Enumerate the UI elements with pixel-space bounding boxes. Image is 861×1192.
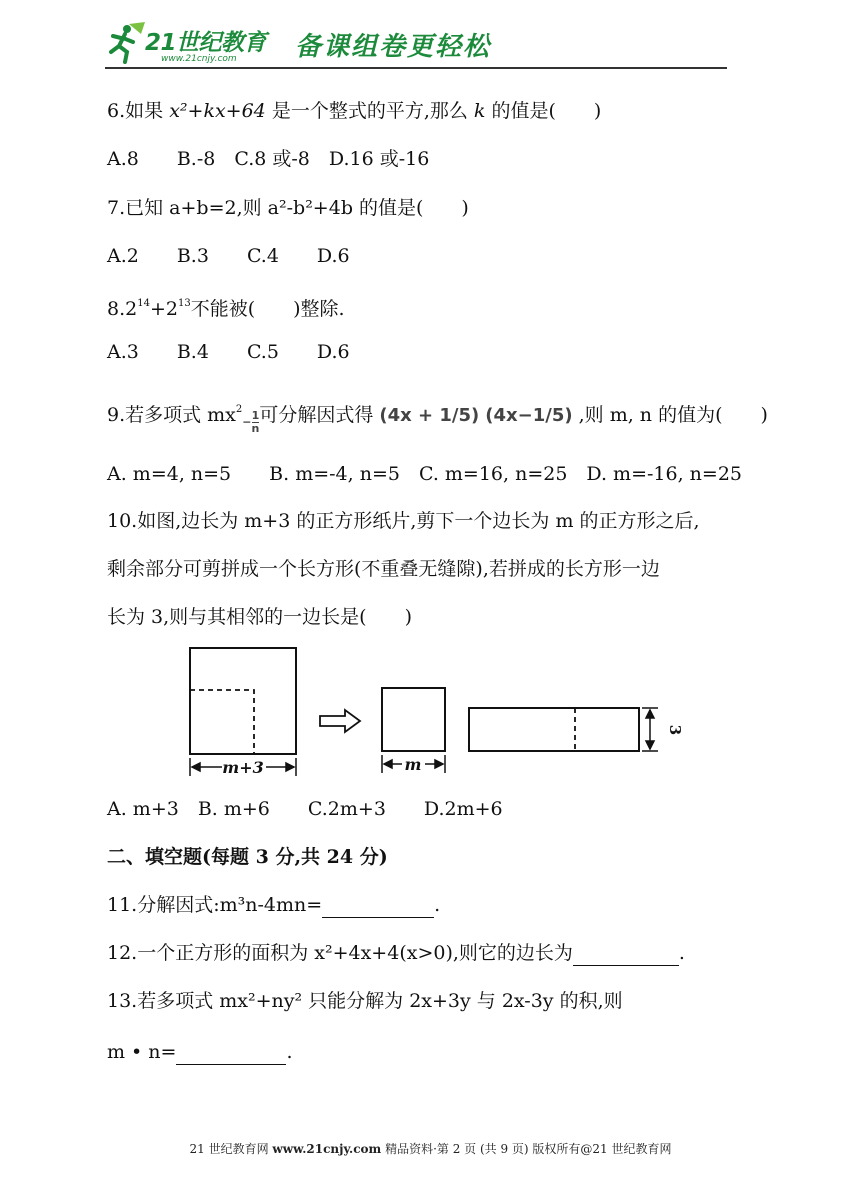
label-3: 3 xyxy=(666,724,684,736)
q11-answer-blank[interactable] xyxy=(322,897,434,918)
q12-end: . xyxy=(678,942,685,964)
logo-url: www.21cnjy.com xyxy=(161,54,237,64)
runner-logo-icon xyxy=(105,22,147,64)
q8-base2: +2 xyxy=(149,298,178,320)
page-footer xyxy=(0,1140,861,1157)
q9-factor-2: (4x−1/5) xyxy=(485,405,573,426)
question-7: 7.已知 a+b=2,则 a²-b²+4b 的值是( ) xyxy=(107,197,469,219)
footer-site-name: 21 世纪教育网 xyxy=(189,1142,269,1156)
header-divider xyxy=(105,67,727,69)
q13-end: . xyxy=(286,1041,293,1063)
q7-options: A.2 B.3 C.4 D.6 xyxy=(107,245,350,267)
large-square xyxy=(190,648,296,754)
q6-expression: x²+kx+64 xyxy=(169,100,266,122)
question-13-line-2 xyxy=(107,1039,293,1065)
q12-stem: 12.一个正方形的面积为 x²+4x+4(x>0),则它的边长为 xyxy=(107,942,573,964)
q13-stem: m • n= xyxy=(107,1041,177,1063)
right-arrow-icon xyxy=(320,710,360,732)
question-6 xyxy=(107,98,601,124)
question-10-line-1: 10.如图,边长为 m+3 的正方形纸片,剪下一个边长为 m 的正方形之后, xyxy=(107,510,700,532)
q8-base1: 8.2 xyxy=(107,298,138,320)
question-9 xyxy=(107,397,768,435)
q8-exp1: 14 xyxy=(137,298,150,309)
q6-stem: 6.如果 xyxy=(107,100,164,122)
q6-stem-b: 是一个整式的平方,那么 xyxy=(271,100,468,122)
small-square xyxy=(382,688,445,751)
header-slogan: 备课组卷更轻松 xyxy=(295,32,492,62)
q9-factor-1: (4x + 1/5) xyxy=(379,405,480,426)
q9-stem-b: 可分解因式得 xyxy=(259,404,374,426)
q9-exp: 2 xyxy=(235,404,243,415)
q8-stem: 不能被( )整除. xyxy=(190,298,345,320)
q9-options: A. m=4, n=5 B. m=-4, n=5 C. m=16, n=25 D. m=-16, n=25 xyxy=(107,463,743,485)
page-header xyxy=(105,22,727,70)
question-11 xyxy=(107,892,440,918)
q6-stem-c: 的值是( ) xyxy=(491,100,602,122)
rectangle xyxy=(469,708,639,751)
question-10-line-3: 长为 3,则与其相邻的一边长是( ) xyxy=(107,606,412,628)
question-8 xyxy=(107,291,345,322)
q12-answer-blank[interactable] xyxy=(573,945,679,966)
q11-end: . xyxy=(434,894,441,916)
footer-copyright: 精品资料·第 2 页 (共 9 页) 版权所有@21 世纪教育网 xyxy=(385,1142,672,1156)
label-m: m xyxy=(404,755,422,774)
question-12 xyxy=(107,940,685,966)
label-m-plus-3: m+3 xyxy=(222,758,264,777)
cut-line xyxy=(190,690,254,754)
q8-exp2: 13 xyxy=(177,298,191,309)
q11-stem: 11.分解因式:m³n-4mn= xyxy=(107,894,323,916)
q10-figure xyxy=(180,640,700,785)
q9-stem: 9.若多项式 mx xyxy=(107,404,236,426)
section-title: 二、填空题(每题 3 分,共 24 分) xyxy=(107,846,388,868)
logo-text: 21世纪教育 xyxy=(145,30,267,56)
q9-stem-c: ,则 m, n 的值为( ) xyxy=(578,404,768,426)
q6-options: A.8 B.-8 C.8 或-8 D.16 或-16 xyxy=(107,148,430,170)
dimension-3 xyxy=(642,708,658,751)
q8-options: A.3 B.4 C.5 D.6 xyxy=(107,341,350,363)
question-13-line-1: 13.若多项式 mx²+ny² 只能分解为 2x+3y 与 2x-3y 的积,则 xyxy=(107,990,623,1012)
q10-options: A. m+3 B. m+6 C.2m+3 D.2m+6 xyxy=(107,798,503,820)
question-10-line-2: 剩余部分可剪拼成一个长方形(不重叠无缝隙),若拼成的长方形一边 xyxy=(107,558,660,580)
q9-fraction: − $\frac{1}{n}$ xyxy=(242,408,260,435)
footer-url[interactable]: www.21cnjy.com xyxy=(272,1142,382,1156)
q13-answer-blank[interactable] xyxy=(176,1044,286,1065)
q6-variable: k xyxy=(473,100,486,122)
